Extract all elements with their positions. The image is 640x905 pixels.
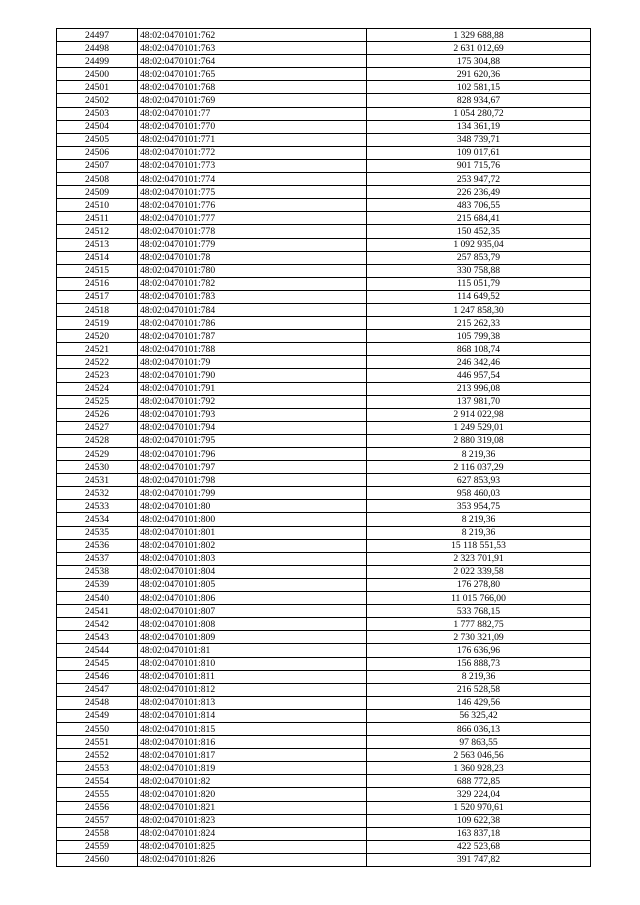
row-number-cell: 24514: [57, 251, 138, 264]
cadastral-number-cell: 48:02:0470101:812: [138, 683, 367, 696]
value-cell: 2 022 339,58: [367, 565, 591, 578]
row-number-cell: 24557: [57, 814, 138, 827]
cadastral-number-cell: 48:02:0470101:816: [138, 736, 367, 749]
row-number-cell: 24522: [57, 356, 138, 369]
row-number-cell: 24501: [57, 81, 138, 94]
table-row: [57, 146, 591, 159]
table-row: [57, 303, 591, 316]
value-cell: 11 015 766,00: [367, 592, 591, 605]
row-number-cell: 24509: [57, 186, 138, 199]
row-number-cell: 24544: [57, 644, 138, 657]
cadastral-number-cell: 48:02:0470101:801: [138, 526, 367, 539]
value-cell: 1 360 928,23: [367, 762, 591, 775]
value-cell: 8 219,36: [367, 513, 591, 526]
table-row: [57, 526, 591, 539]
row-number-cell: 24535: [57, 526, 138, 539]
row-number-cell: 24542: [57, 618, 138, 631]
cadastral-number-cell: 48:02:0470101:803: [138, 552, 367, 565]
cadastral-number-cell: 48:02:0470101:817: [138, 749, 367, 762]
cadastral-number-cell: 48:02:0470101:793: [138, 408, 367, 421]
row-number-cell: 24538: [57, 565, 138, 578]
table-row: [57, 81, 591, 94]
cadastral-number-cell: 48:02:0470101:776: [138, 199, 367, 212]
row-number-cell: 24531: [57, 474, 138, 487]
table-row: [57, 461, 591, 474]
value-cell: 1 247 858,30: [367, 303, 591, 316]
table-row: [57, 644, 591, 657]
table-row: [57, 539, 591, 552]
cadastral-number-cell: 48:02:0470101:765: [138, 68, 367, 81]
value-cell: 391 747,82: [367, 853, 591, 866]
cadastral-number-cell: 48:02:0470101:795: [138, 434, 367, 447]
value-cell: 2 323 701,91: [367, 552, 591, 565]
cadastral-number-cell: 48:02:0470101:808: [138, 618, 367, 631]
value-cell: 176 636,96: [367, 644, 591, 657]
value-cell: 330 758,88: [367, 264, 591, 277]
value-cell: 97 863,55: [367, 736, 591, 749]
cadastral-number-cell: 48:02:0470101:777: [138, 212, 367, 225]
cadastral-number-cell: 48:02:0470101:807: [138, 605, 367, 618]
table-row: [57, 565, 591, 578]
row-number-cell: 24556: [57, 801, 138, 814]
value-cell: 353 954,75: [367, 500, 591, 513]
table-row: [57, 238, 591, 251]
table-row: [57, 186, 591, 199]
cadastral-number-cell: 48:02:0470101:783: [138, 290, 367, 303]
cadastral-number-cell: 48:02:0470101:772: [138, 146, 367, 159]
cadastral-number-cell: 48:02:0470101:815: [138, 722, 367, 735]
table-row: [57, 94, 591, 107]
table-row: [57, 199, 591, 212]
value-cell: 2 730 321,09: [367, 631, 591, 644]
value-cell: 150 452,35: [367, 225, 591, 238]
value-cell: 868 108,74: [367, 343, 591, 356]
cadastral-number-cell: 48:02:0470101:814: [138, 709, 367, 722]
row-number-cell: 24517: [57, 290, 138, 303]
table-row: [57, 631, 591, 644]
table-row: [57, 696, 591, 709]
row-number-cell: 24518: [57, 303, 138, 316]
value-cell: 15 118 551,53: [367, 539, 591, 552]
cadastral-number-cell: 48:02:0470101:797: [138, 461, 367, 474]
table-row: [57, 173, 591, 186]
cadastral-number-cell: 48:02:0470101:796: [138, 448, 367, 461]
value-cell: 163 837,18: [367, 827, 591, 840]
value-cell: 226 236,49: [367, 186, 591, 199]
value-cell: 176 278,80: [367, 578, 591, 591]
table-row: [57, 749, 591, 762]
value-cell: 422 523,68: [367, 840, 591, 853]
row-number-cell: 24510: [57, 199, 138, 212]
value-cell: 1 520 970,61: [367, 801, 591, 814]
value-cell: 253 947,72: [367, 173, 591, 186]
cadastral-value-table: [56, 28, 591, 867]
row-number-cell: 24507: [57, 159, 138, 172]
table-row: [57, 618, 591, 631]
cadastral-number-cell: 48:02:0470101:825: [138, 840, 367, 853]
table-row: [57, 225, 591, 238]
row-number-cell: 24505: [57, 133, 138, 146]
cadastral-number-cell: 48:02:0470101:791: [138, 382, 367, 395]
cadastral-number-cell: 48:02:0470101:780: [138, 264, 367, 277]
row-number-cell: 24513: [57, 238, 138, 251]
value-cell: 115 051,79: [367, 277, 591, 290]
cadastral-number-cell: 48:02:0470101:821: [138, 801, 367, 814]
row-number-cell: 24539: [57, 578, 138, 591]
row-number-cell: 24526: [57, 408, 138, 421]
table-row: [57, 107, 591, 120]
value-cell: 102 581,15: [367, 81, 591, 94]
row-number-cell: 24519: [57, 317, 138, 330]
table-row: [57, 775, 591, 788]
row-number-cell: 24545: [57, 657, 138, 670]
cadastral-number-cell: 48:02:0470101:813: [138, 696, 367, 709]
value-cell: 2 914 022,98: [367, 408, 591, 421]
value-cell: 2 563 046,56: [367, 749, 591, 762]
value-cell: 348 739,71: [367, 133, 591, 146]
row-number-cell: 24511: [57, 212, 138, 225]
value-cell: 156 888,73: [367, 657, 591, 670]
cadastral-number-cell: 48:02:0470101:782: [138, 277, 367, 290]
value-cell: 828 934,67: [367, 94, 591, 107]
value-cell: 483 706,55: [367, 199, 591, 212]
cadastral-number-cell: 48:02:0470101:770: [138, 120, 367, 133]
table-row: [57, 853, 591, 866]
table-row: [57, 487, 591, 500]
row-number-cell: 24525: [57, 395, 138, 408]
row-number-cell: 24516: [57, 277, 138, 290]
table-row: [57, 670, 591, 683]
cadastral-number-cell: 48:02:0470101:824: [138, 827, 367, 840]
value-cell: 114 649,52: [367, 290, 591, 303]
table-row: [57, 827, 591, 840]
value-cell: 446 957,54: [367, 369, 591, 382]
row-number-cell: 24543: [57, 631, 138, 644]
row-number-cell: 24504: [57, 120, 138, 133]
row-number-cell: 24521: [57, 343, 138, 356]
value-cell: 2 631 012,69: [367, 42, 591, 55]
cadastral-number-cell: 48:02:0470101:787: [138, 330, 367, 343]
cadastral-number-cell: 48:02:0470101:778: [138, 225, 367, 238]
table-row: [57, 212, 591, 225]
table-row: [57, 159, 591, 172]
row-number-cell: 24529: [57, 448, 138, 461]
value-cell: 175 304,88: [367, 55, 591, 68]
table-row: [57, 500, 591, 513]
cadastral-number-cell: 48:02:0470101:805: [138, 578, 367, 591]
cadastral-number-cell: 48:02:0470101:820: [138, 788, 367, 801]
row-number-cell: 24502: [57, 94, 138, 107]
table-row: [57, 801, 591, 814]
value-cell: 688 772,85: [367, 775, 591, 788]
table-row: [57, 317, 591, 330]
table-row: [57, 55, 591, 68]
value-cell: 146 429,56: [367, 696, 591, 709]
table-row: [57, 382, 591, 395]
cadastral-number-cell: 48:02:0470101:762: [138, 29, 367, 42]
cadastral-number-cell: 48:02:0470101:792: [138, 395, 367, 408]
value-cell: 1 249 529,01: [367, 421, 591, 434]
table-row: [57, 277, 591, 290]
row-number-cell: 24512: [57, 225, 138, 238]
cadastral-number-cell: 48:02:0470101:800: [138, 513, 367, 526]
table-row: [57, 592, 591, 605]
row-number-cell: 24547: [57, 683, 138, 696]
cadastral-number-cell: 48:02:0470101:775: [138, 186, 367, 199]
cadastral-number-cell: 48:02:0470101:773: [138, 159, 367, 172]
value-cell: 627 853,93: [367, 474, 591, 487]
cadastral-number-cell: 48:02:0470101:819: [138, 762, 367, 775]
table-row: [57, 736, 591, 749]
value-cell: 901 715,76: [367, 159, 591, 172]
row-number-cell: 24554: [57, 775, 138, 788]
table-row: [57, 552, 591, 565]
row-number-cell: 24534: [57, 513, 138, 526]
row-number-cell: 24560: [57, 853, 138, 866]
table-row: [57, 68, 591, 81]
table-row: [57, 814, 591, 827]
value-cell: 1 054 280,72: [367, 107, 591, 120]
row-number-cell: 24537: [57, 552, 138, 565]
table-row: [57, 42, 591, 55]
cadastral-number-cell: 48:02:0470101:804: [138, 565, 367, 578]
table-row: [57, 657, 591, 670]
cadastral-number-cell: 48:02:0470101:799: [138, 487, 367, 500]
value-cell: 134 361,19: [367, 120, 591, 133]
table-row: [57, 683, 591, 696]
value-cell: 1 092 935,04: [367, 238, 591, 251]
value-cell: 8 219,36: [367, 670, 591, 683]
cadastral-number-cell: 48:02:0470101:802: [138, 539, 367, 552]
table-row: [57, 290, 591, 303]
value-cell: 2 116 037,29: [367, 461, 591, 474]
cadastral-number-cell: 48:02:0470101:794: [138, 421, 367, 434]
row-number-cell: 24500: [57, 68, 138, 81]
value-cell: 329 224,04: [367, 788, 591, 801]
table-row: [57, 434, 591, 447]
table-row: [57, 474, 591, 487]
row-number-cell: 24550: [57, 722, 138, 735]
cadastral-number-cell: 48:02:0470101:826: [138, 853, 367, 866]
row-number-cell: 24503: [57, 107, 138, 120]
cadastral-number-cell: 48:02:0470101:784: [138, 303, 367, 316]
value-cell: 109 017,61: [367, 146, 591, 159]
row-number-cell: 24508: [57, 173, 138, 186]
row-number-cell: 24532: [57, 487, 138, 500]
value-cell: 213 996,08: [367, 382, 591, 395]
table-row: [57, 330, 591, 343]
row-number-cell: 24530: [57, 461, 138, 474]
row-number-cell: 24536: [57, 539, 138, 552]
row-number-cell: 24541: [57, 605, 138, 618]
row-number-cell: 24524: [57, 382, 138, 395]
table-row: [57, 264, 591, 277]
cadastral-number-cell: 48:02:0470101:79: [138, 356, 367, 369]
row-number-cell: 24515: [57, 264, 138, 277]
cadastral-number-cell: 48:02:0470101:788: [138, 343, 367, 356]
row-number-cell: 24549: [57, 709, 138, 722]
cadastral-number-cell: 48:02:0470101:811: [138, 670, 367, 683]
row-number-cell: 24548: [57, 696, 138, 709]
row-number-cell: 24533: [57, 500, 138, 513]
table-row: [57, 251, 591, 264]
value-cell: 8 219,36: [367, 448, 591, 461]
cadastral-number-cell: 48:02:0470101:823: [138, 814, 367, 827]
value-cell: 1 329 688,88: [367, 29, 591, 42]
value-cell: 866 036,13: [367, 722, 591, 735]
cadastral-number-cell: 48:02:0470101:798: [138, 474, 367, 487]
value-cell: 215 262,33: [367, 317, 591, 330]
value-cell: 216 528,58: [367, 683, 591, 696]
table-row: [57, 369, 591, 382]
cadastral-number-cell: 48:02:0470101:763: [138, 42, 367, 55]
cadastral-number-cell: 48:02:0470101:779: [138, 238, 367, 251]
cadastral-number-cell: 48:02:0470101:768: [138, 81, 367, 94]
value-cell: 291 620,36: [367, 68, 591, 81]
value-cell: 958 460,03: [367, 487, 591, 500]
table-row: [57, 29, 591, 42]
value-cell: 1 777 882,75: [367, 618, 591, 631]
table-row: [57, 356, 591, 369]
table-row: [57, 762, 591, 775]
row-number-cell: 24497: [57, 29, 138, 42]
row-number-cell: 24553: [57, 762, 138, 775]
table-row: [57, 408, 591, 421]
row-number-cell: 24527: [57, 421, 138, 434]
table-body: [57, 29, 591, 867]
table-row: [57, 578, 591, 591]
table-row: [57, 120, 591, 133]
row-number-cell: 24558: [57, 827, 138, 840]
cadastral-number-cell: 48:02:0470101:810: [138, 657, 367, 670]
value-cell: 137 981,70: [367, 395, 591, 408]
row-number-cell: 24546: [57, 670, 138, 683]
row-number-cell: 24520: [57, 330, 138, 343]
table-row: [57, 513, 591, 526]
table-row: [57, 788, 591, 801]
row-number-cell: 24498: [57, 42, 138, 55]
row-number-cell: 24555: [57, 788, 138, 801]
row-number-cell: 24528: [57, 434, 138, 447]
cadastral-number-cell: 48:02:0470101:80: [138, 500, 367, 513]
row-number-cell: 24523: [57, 369, 138, 382]
value-cell: 257 853,79: [367, 251, 591, 264]
table-row: [57, 840, 591, 853]
value-cell: 215 684,41: [367, 212, 591, 225]
table-row: [57, 722, 591, 735]
cadastral-number-cell: 48:02:0470101:786: [138, 317, 367, 330]
value-cell: 246 342,46: [367, 356, 591, 369]
cadastral-number-cell: 48:02:0470101:78: [138, 251, 367, 264]
cadastral-number-cell: 48:02:0470101:769: [138, 94, 367, 107]
row-number-cell: 24551: [57, 736, 138, 749]
row-number-cell: 24499: [57, 55, 138, 68]
cadastral-number-cell: 48:02:0470101:81: [138, 644, 367, 657]
table-row: [57, 343, 591, 356]
row-number-cell: 24559: [57, 840, 138, 853]
table-row: [57, 133, 591, 146]
row-number-cell: 24506: [57, 146, 138, 159]
table-row: [57, 605, 591, 618]
value-cell: 2 880 319,08: [367, 434, 591, 447]
cadastral-number-cell: 48:02:0470101:774: [138, 173, 367, 186]
cadastral-number-cell: 48:02:0470101:809: [138, 631, 367, 644]
value-cell: 105 799,38: [367, 330, 591, 343]
cadastral-number-cell: 48:02:0470101:771: [138, 133, 367, 146]
table-row: [57, 448, 591, 461]
cadastral-number-cell: 48:02:0470101:790: [138, 369, 367, 382]
cadastral-number-cell: 48:02:0470101:77: [138, 107, 367, 120]
table-row: [57, 709, 591, 722]
cadastral-number-cell: 48:02:0470101:82: [138, 775, 367, 788]
table-row: [57, 421, 591, 434]
table-row: [57, 395, 591, 408]
row-number-cell: 24540: [57, 592, 138, 605]
value-cell: 8 219,36: [367, 526, 591, 539]
cadastral-number-cell: 48:02:0470101:764: [138, 55, 367, 68]
value-cell: 533 768,15: [367, 605, 591, 618]
value-cell: 56 325,42: [367, 709, 591, 722]
value-cell: 109 622,38: [367, 814, 591, 827]
cadastral-number-cell: 48:02:0470101:806: [138, 592, 367, 605]
row-number-cell: 24552: [57, 749, 138, 762]
